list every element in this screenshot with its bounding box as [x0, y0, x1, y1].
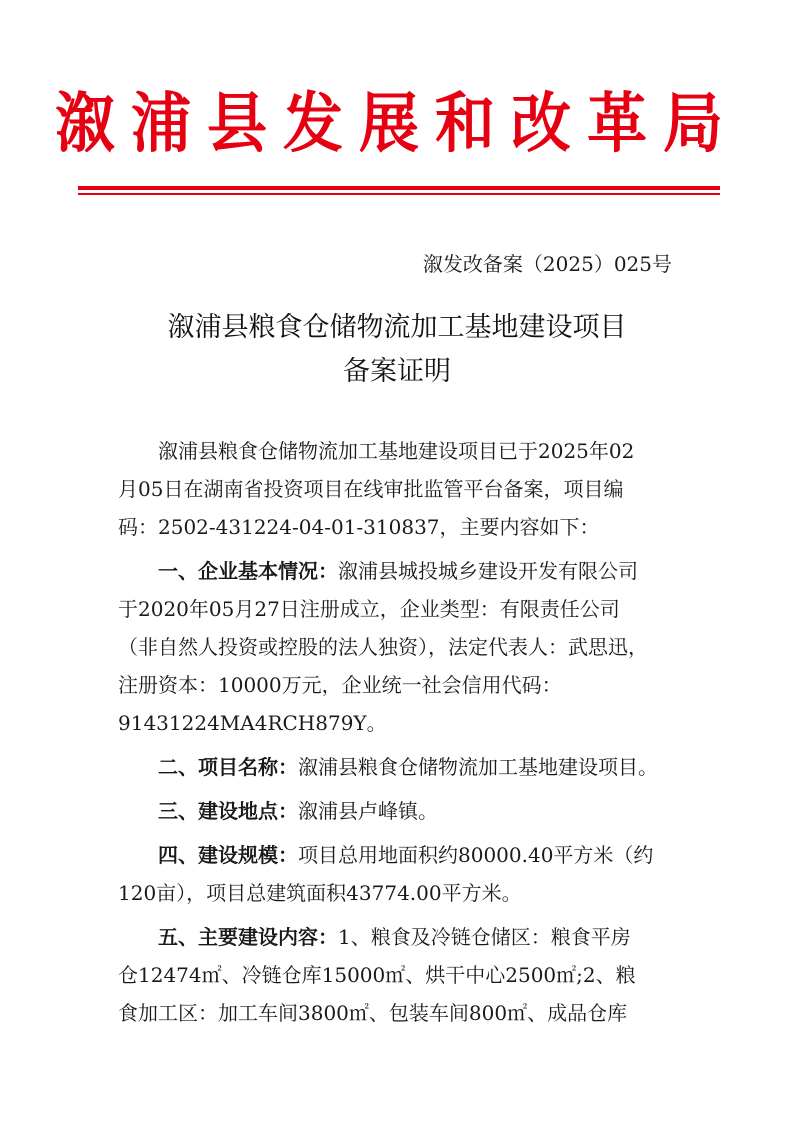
- masthead-rule-thin: [78, 193, 720, 195]
- title-line-1: 溆浦县粮食仓储物流加工基地建设项目: [167, 312, 627, 343]
- document-number: 溆发改备案（2025）025号: [422, 252, 672, 276]
- section-5-heading: 五、主要建设内容：: [158, 925, 338, 949]
- section-5-paragraph: [118, 918, 676, 1032]
- section-5-text-2: 仓12474㎡、冷链仓库15000㎡、烘干中心2500㎡;2、粮: [118, 963, 636, 987]
- intro-line-1: 溆浦县粮食仓储物流加工基地建设项目已于2025年02: [158, 439, 635, 463]
- section-5-text-1: 1、粮食及冷链仓储区：粮食平房: [338, 925, 631, 949]
- organization-masthead: 溆浦县发展和改革局: [55, 86, 739, 162]
- section-4-paragraph: [118, 836, 676, 912]
- section-3-paragraph: [118, 792, 676, 830]
- section-1-text-2: 于2020年05月27日注册成立，企业类型：有限责任公司: [118, 597, 620, 621]
- masthead-rule-thick: [78, 186, 720, 190]
- intro-line-3: 码：2502-431224-04-01-310837，主要内容如下：: [118, 515, 600, 539]
- section-4-heading: 四、建设规模：: [158, 843, 298, 867]
- section-5-text-3: 食加工区：加工车间3800㎡、包装车间800㎡、成品仓库: [118, 1001, 628, 1025]
- section-2-text: 溆浦县粮食仓储物流加工基地建设项目。: [298, 755, 658, 779]
- section-1-heading: 一、企业基本情况：: [158, 559, 338, 583]
- document-body: [118, 432, 676, 1032]
- section-1-paragraph: [118, 552, 676, 742]
- document-title: [0, 306, 794, 394]
- section-3-text: 溆浦县卢峰镇。: [298, 799, 438, 823]
- intro-line-2: 月05日在湖南省投资项目在线审批监管平台备案，项目编: [118, 477, 624, 501]
- intro-paragraph: [118, 432, 676, 546]
- section-2-heading: 二、项目名称：: [158, 755, 298, 779]
- section-1-text-5: 91431224MA4RCH879Y。: [118, 711, 387, 735]
- section-2-paragraph: [118, 748, 676, 786]
- section-1-text-4: 注册资本：10000万元，企业统一社会信用代码：: [118, 673, 562, 697]
- title-line-2: 备案证明: [343, 356, 451, 387]
- section-4-text-2: 120亩），项目总建筑面积43774.00平方米。: [118, 881, 522, 905]
- section-3-heading: 三、建设地点：: [158, 799, 298, 823]
- section-4-text-1: 项目总用地面积约80000.40平方米（约: [298, 843, 654, 867]
- section-1-text-1: 溆浦县城投城乡建设开发有限公司: [338, 559, 638, 583]
- section-1-text-3: （非自然人投资或控股的法人独资），法定代表人：武思迅，: [118, 635, 648, 659]
